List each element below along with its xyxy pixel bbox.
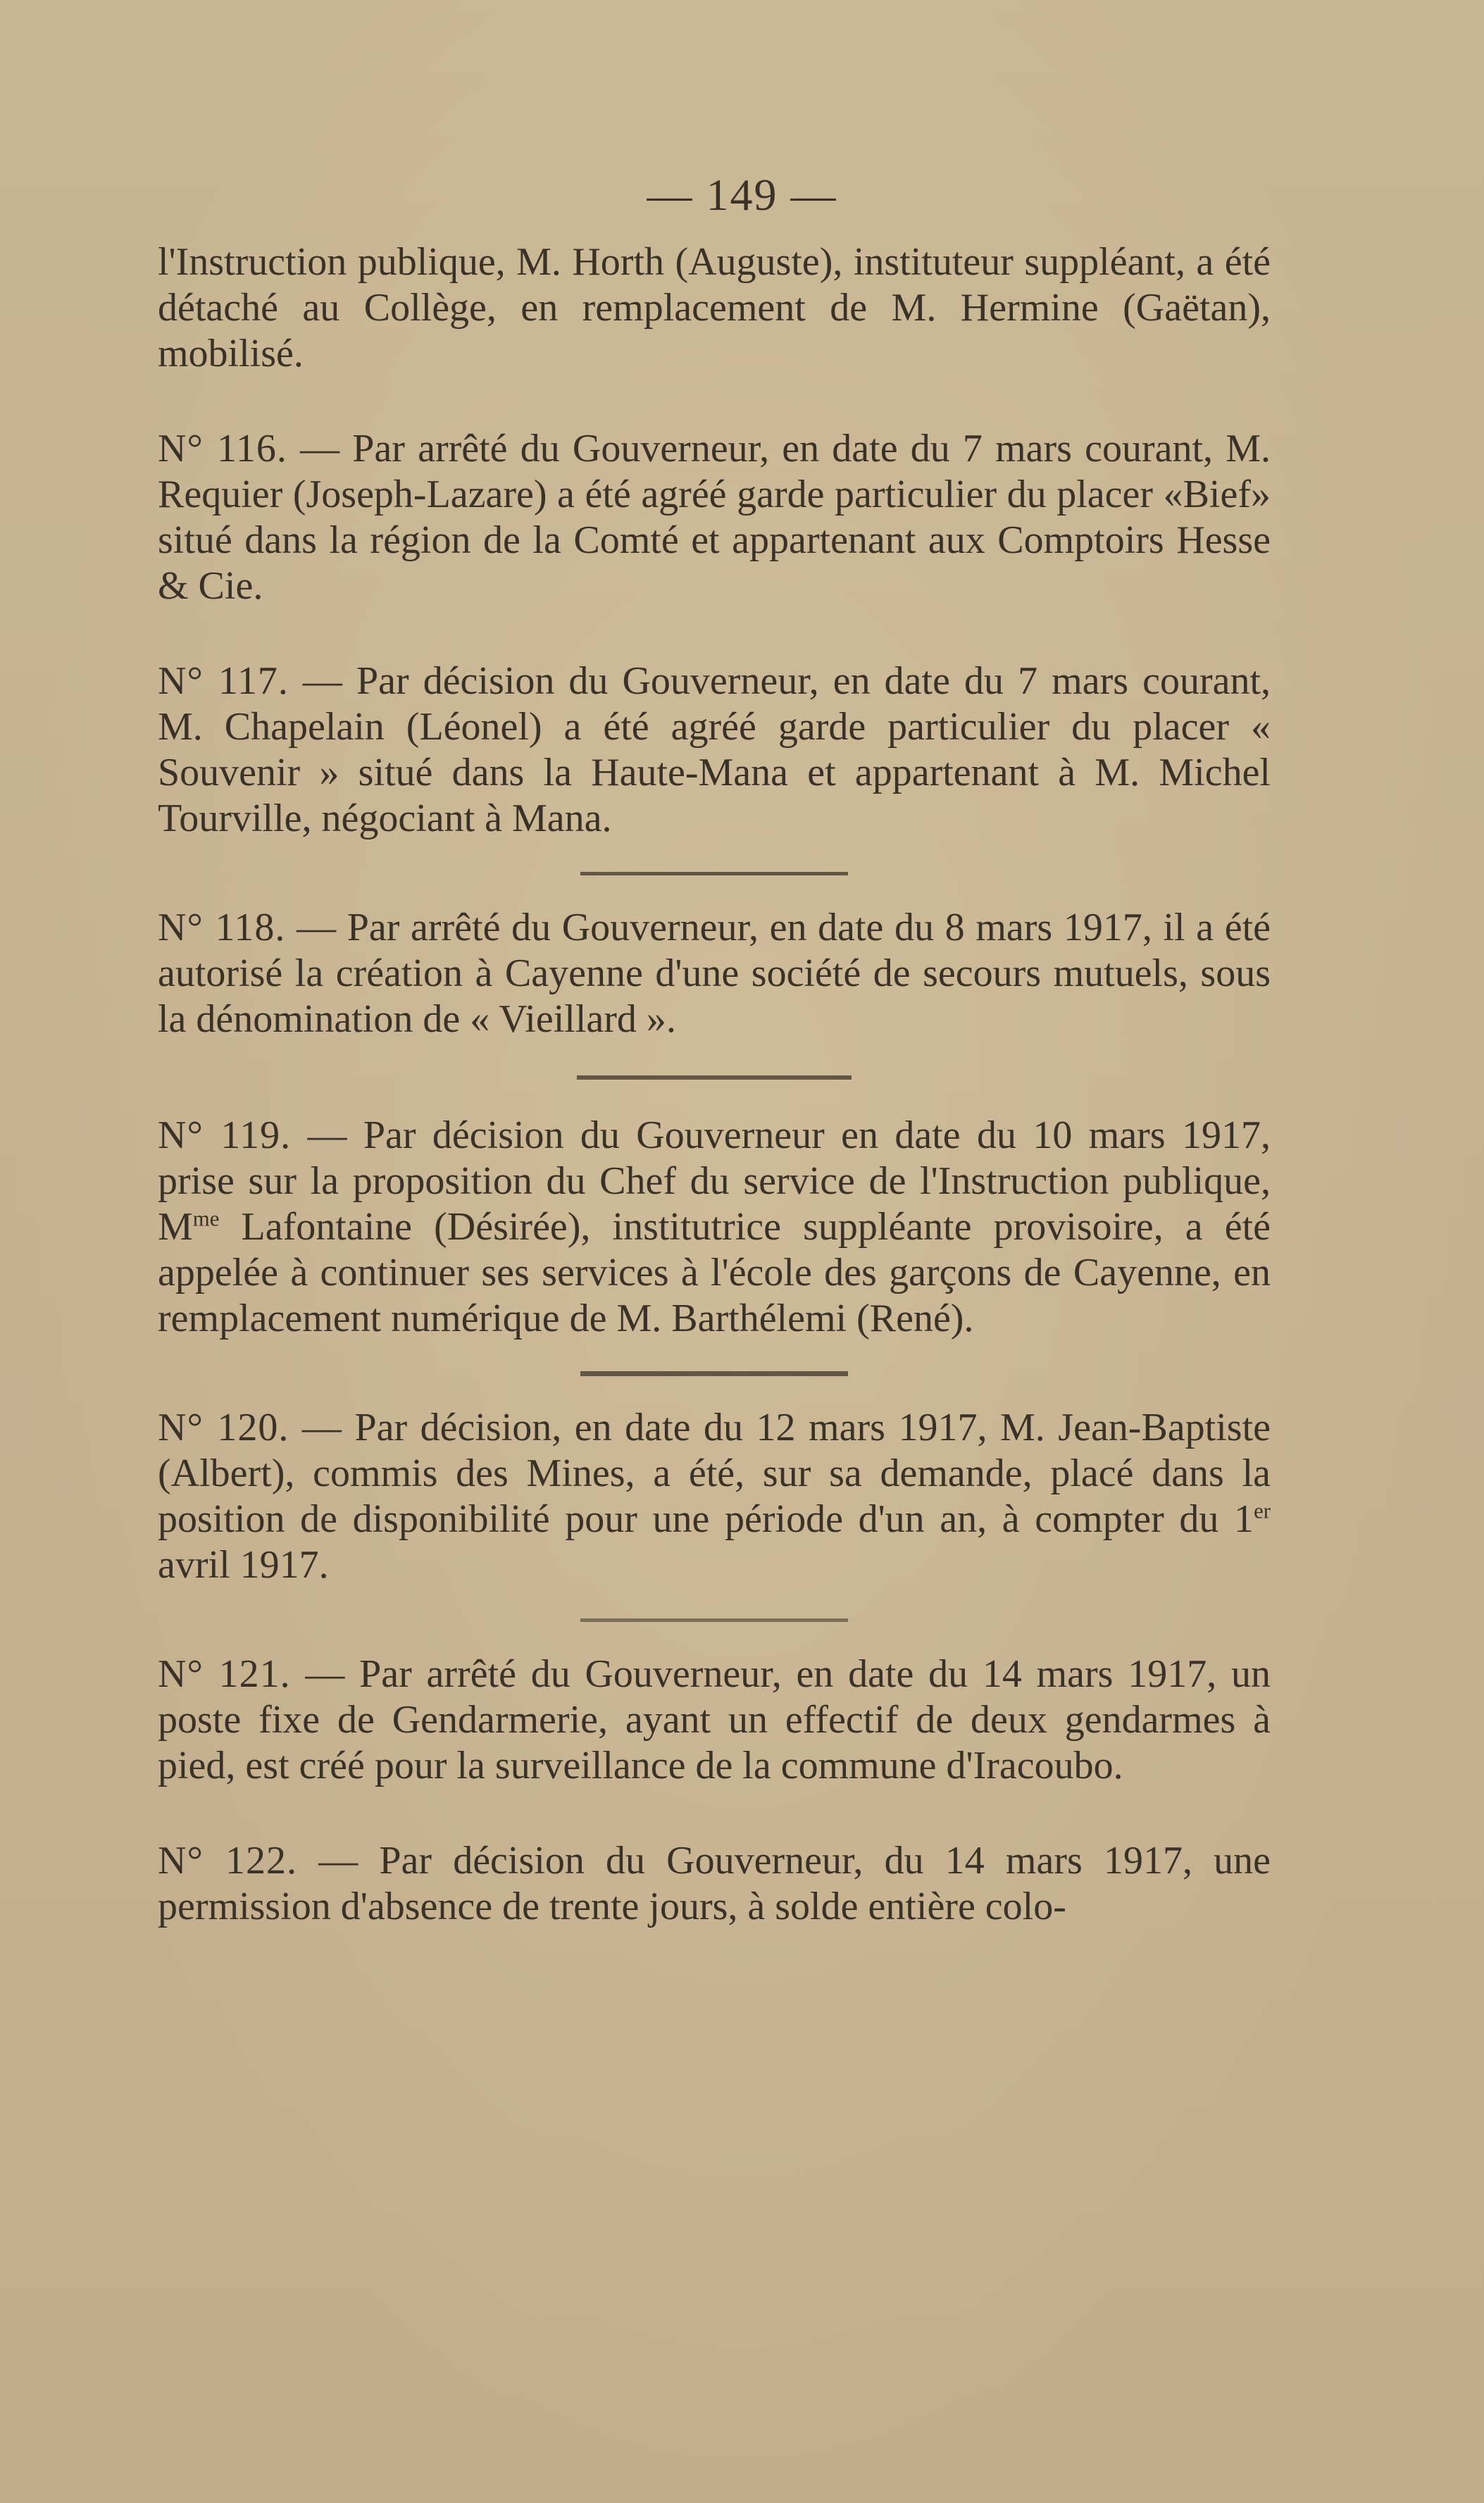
entry-text: — Par décision, en date du 12 mars 1917, M. Jean-Baptiste (Albert), commis des Mines, a été, sur sa demande, placé dans la position de disponibilité pour une période d'un an, à compter du 1 [158,1406,1271,1541]
entry-text: — Par arrêté du Gouverneur, en date du 8 mars 1917, il a été autorisé la création à Cayenne d'une société de secours mutuels, sous la dénomination de « Vieillard ». [158,906,1271,1041]
entry-number: N° 122. [158,1839,298,1883]
separator-rule [580,1618,848,1622]
paragraph-117 [158,658,1271,842]
entry-number: N° 116. [158,427,287,470]
spacer [158,1789,1271,1838]
separator-rule [580,872,848,875]
entry-text: avril 1917. [158,1543,329,1587]
paragraph-121 [158,1652,1271,1789]
entry-text: — Par décision du Gouverneur, du 14 mars 1917, une permission d'absence de trente jours, à solde entière colo- [158,1839,1271,1928]
separator-rule [577,1075,852,1080]
document-body [158,239,1271,1930]
paragraph-continuation: l'Instruction publique, M. Horth (Auguste), instituteur suppléant, a été détaché au Collège, en remplacement de M. Hermine (Gaëtan), mobilisé. [158,240,1271,375]
paragraph-118 [158,905,1271,1042]
entry-number: N° 117. [158,659,289,703]
page-number: — 149 — [647,170,837,220]
separator-rule [580,1371,848,1376]
entry-text: — Par décision du Gouverneur, en date du 7 mars courant, M. Chapelain (Léonel) a été agréé garde particulier du placer « Souvenir » situé dans la Haute-Mana et appartenant à M. Michel Tourville, négociant à Mana. [158,659,1271,840]
paragraph-122 [158,1838,1271,1930]
paragraph-120 [158,1405,1271,1588]
spacer [158,609,1271,658]
spacer [158,377,1271,426]
entry-number: N° 120. [158,1406,289,1449]
paragraph-116 [158,426,1271,609]
entry-number: N° 119. [158,1113,292,1157]
entry-number: N° 118. [158,906,286,949]
entry-text: — Par arrêté du Gouverneur, en date du 7 mars courant, M. Requier (Joseph-Lazare) a été agréé garde particulier du placer «Bief» situé dans la région de la Comté et appartenant aux Comptoirs Hesse & Cie. [158,427,1271,608]
entry-text: Lafontaine (Désirée), institutrice suppléante provisoire, a été appelée à continuer ses services à l'école des garçons de Cayenne, en remplacement numérique de M. Barthélemi (René). [158,1205,1271,1340]
entry-number: N° 121. [158,1652,291,1696]
separator [158,842,1271,905]
paragraph-119 [158,1113,1271,1342]
entry-text: — Par décision du Gouverneur en date du 10 mars 1917, prise sur la proposition du Chef du service de l'Instruction publique, M [158,1113,1271,1249]
separator [158,1042,1271,1113]
separator [158,1342,1271,1405]
superscript: er [1254,1499,1271,1523]
separator [158,1588,1271,1652]
superscript: me [192,1206,220,1231]
entry-text: — Par arrêté du Gouverneur, en date du 14 mars 1917, un poste fixe de Gendarmerie, ayant un effectif de deux gendarmes à pied, est créé pour la surveillance de la commune d'Iracoubo. [158,1652,1271,1787]
